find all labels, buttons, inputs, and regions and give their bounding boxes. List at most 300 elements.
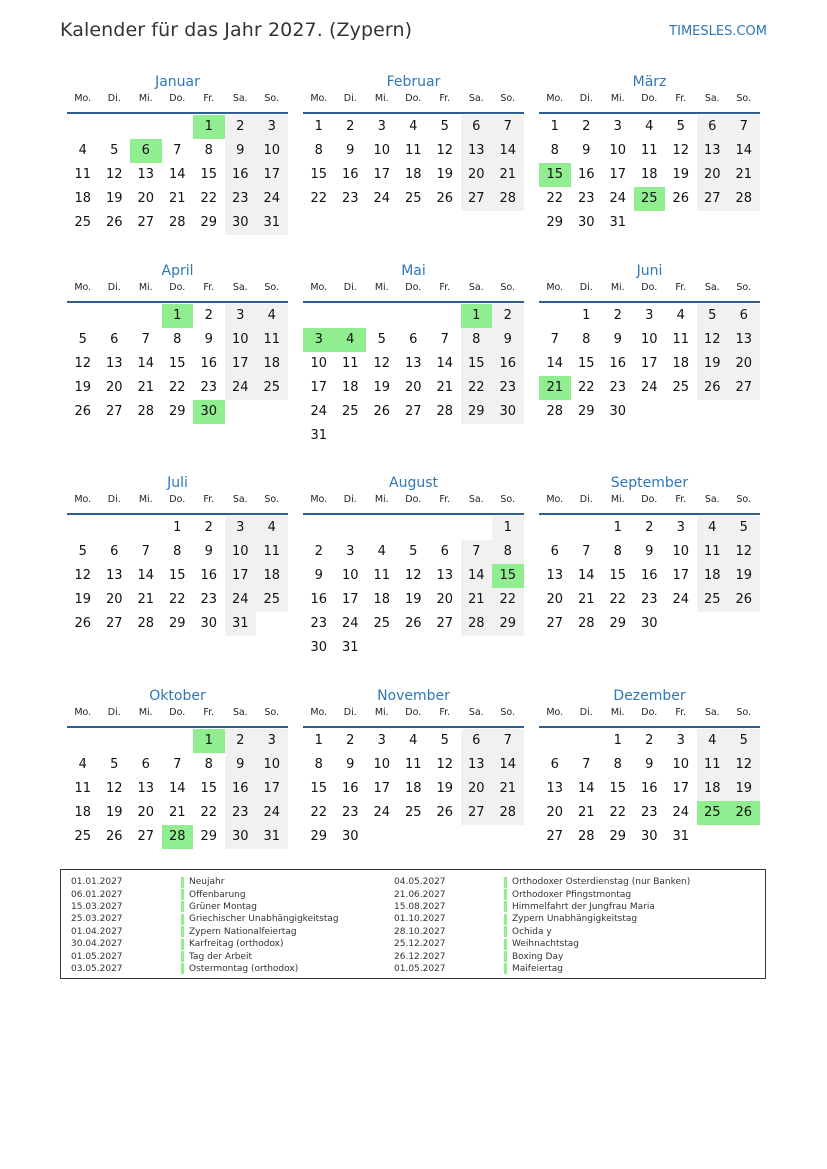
day-cell: 9 <box>204 332 213 347</box>
day-cell: 11 <box>672 332 690 347</box>
weekday-label: Mi. <box>138 494 153 505</box>
day-cell: 16 <box>577 167 595 182</box>
day-cell: 8 <box>204 143 213 158</box>
day-cell: 12 <box>436 143 454 158</box>
day-cell: 28 <box>577 829 595 844</box>
empty-cell <box>99 729 131 753</box>
week-row <box>303 516 524 540</box>
day-cell: 12 <box>105 781 123 796</box>
day-cell: 7 <box>582 757 591 772</box>
header-rule <box>303 112 524 114</box>
week-row <box>539 753 760 777</box>
empty-cell <box>162 115 194 139</box>
week-row <box>67 139 288 163</box>
month-title: Januar <box>155 74 200 90</box>
holiday-date: 25.03.2027 <box>71 914 123 925</box>
day-cell: 19 <box>672 167 690 182</box>
day-cell: 24 <box>672 592 690 607</box>
day-cell: 23 <box>640 592 658 607</box>
weekday-label: Di. <box>343 93 357 104</box>
day-cell: 29 <box>609 829 627 844</box>
day-cell: 24 <box>225 588 257 612</box>
day-cell: 6 <box>110 332 119 347</box>
day-cell: 28 <box>492 187 524 211</box>
day-cell: 17 <box>256 777 288 801</box>
day-cell: 27 <box>436 616 454 631</box>
day-cell: 29 <box>310 829 328 844</box>
day-cell: 13 <box>105 568 123 583</box>
empty-cell <box>303 516 335 540</box>
day-cell: 1 <box>314 733 323 748</box>
empty-cell <box>665 612 697 636</box>
weekday-label: So. <box>264 93 280 104</box>
day-cell: 21 <box>461 588 493 612</box>
day-cell: 21 <box>728 163 760 187</box>
day-cell: 31 <box>341 640 359 655</box>
day-cell: 11 <box>74 781 92 796</box>
site-link[interactable]: TIMESLES.COM <box>669 24 767 39</box>
header-rule <box>303 301 524 303</box>
page-title: Kalender für das Jahr 2027. (Zypern) <box>60 19 413 41</box>
day-cell: 17 <box>310 380 328 395</box>
day-cell: 2 <box>225 115 257 139</box>
empty-cell <box>67 115 99 139</box>
month-title: Juli <box>167 475 188 491</box>
day-cell: 22 <box>200 805 218 820</box>
day-cell: 26 <box>672 191 690 206</box>
day-cell: 25 <box>697 588 729 612</box>
holiday-marker <box>504 963 507 974</box>
weekday-label: So. <box>736 494 752 505</box>
empty-cell <box>366 636 398 660</box>
day-cell: 17 <box>672 568 690 583</box>
day-cell: 29 <box>609 616 627 631</box>
day-cell: 5 <box>676 119 685 134</box>
week-row <box>67 540 288 564</box>
day-cell: 28 <box>728 187 760 211</box>
day-cell: 13 <box>105 356 123 371</box>
weekday-label: So. <box>736 707 752 718</box>
day-cell: 9 <box>346 757 355 772</box>
weekday-label: Fr. <box>675 707 687 718</box>
day-cell: 19 <box>404 592 422 607</box>
holiday-date: 04.05.2027 <box>394 877 446 888</box>
header-rule <box>539 513 760 515</box>
day-cell: 29 <box>200 829 218 844</box>
day-cell: 4 <box>409 733 418 748</box>
day-cell: 7 <box>728 115 760 139</box>
day-cell: 28 <box>436 404 454 419</box>
day-cell: 20 <box>105 380 123 395</box>
holiday-name: Karfreitag (orthodox) <box>189 939 284 950</box>
day-cell: 18 <box>640 167 658 182</box>
day-cell: 29 <box>200 215 218 230</box>
weekday-label: Fr. <box>675 93 687 104</box>
holiday-marker <box>504 901 507 912</box>
day-cell: 12 <box>105 167 123 182</box>
month-januar <box>67 72 288 235</box>
weekday-label: So. <box>500 707 516 718</box>
day-cell: 4 <box>409 119 418 134</box>
legend-row <box>394 888 690 900</box>
day-cell: 4 <box>697 516 729 540</box>
holiday-name: Ochida y <box>512 926 552 937</box>
weekday-label: Mo. <box>546 282 564 293</box>
day-cell: 12 <box>672 143 690 158</box>
weekday-label: Sa. <box>232 282 248 293</box>
day-cell: 20 <box>697 163 729 187</box>
weekday-label: Mo. <box>310 707 328 718</box>
day-cell: 8 <box>461 328 493 352</box>
day-cell: 15 <box>168 356 186 371</box>
empty-cell <box>162 729 194 753</box>
weekday-label: Di. <box>107 282 121 293</box>
week-row <box>539 115 760 139</box>
empty-cell <box>539 516 571 540</box>
holiday-day-cell: 28 <box>162 825 194 849</box>
legend-row <box>71 913 339 925</box>
empty-cell <box>697 211 729 235</box>
weekday-label: So. <box>500 282 516 293</box>
day-cell: 17 <box>225 352 257 376</box>
day-cell: 2 <box>492 304 524 328</box>
day-cell: 10 <box>640 332 658 347</box>
weekday-label: Sa. <box>232 494 248 505</box>
day-cell: 2 <box>582 119 591 134</box>
day-cell: 6 <box>550 544 559 559</box>
header-rule <box>67 112 288 114</box>
weekday-label: Mi. <box>138 707 153 718</box>
day-cell: 13 <box>461 139 493 163</box>
day-cell: 11 <box>404 143 422 158</box>
day-cell: 9 <box>346 143 355 158</box>
weekday-header <box>539 92 760 112</box>
day-cell: 14 <box>137 356 155 371</box>
day-cell: 24 <box>310 404 328 419</box>
holiday-date: 28.10.2027 <box>394 926 446 937</box>
day-cell: 23 <box>341 805 359 820</box>
day-cell: 25 <box>341 404 359 419</box>
month-title: Juni <box>636 263 663 279</box>
day-cell: 11 <box>697 540 729 564</box>
day-cell: 27 <box>728 376 760 400</box>
day-cell: 14 <box>436 356 454 371</box>
weekday-label: Mo. <box>310 282 328 293</box>
week-row <box>67 376 288 400</box>
day-cell: 19 <box>728 564 760 588</box>
legend-row <box>394 938 690 950</box>
day-cell: 5 <box>728 729 760 753</box>
day-cell: 28 <box>546 404 564 419</box>
day-cell: 17 <box>672 781 690 796</box>
empty-cell <box>67 516 99 540</box>
weekday-label: Do. <box>405 494 422 505</box>
day-cell: 24 <box>256 187 288 211</box>
holiday-name: Neujahr <box>189 877 225 888</box>
day-cell: 9 <box>645 544 654 559</box>
holiday-name: Zypern Unabhängigkeitstag <box>512 914 638 925</box>
weekday-header <box>67 706 288 726</box>
legend-row <box>394 963 690 975</box>
day-cell: 28 <box>137 616 155 631</box>
header-rule <box>539 726 760 728</box>
day-cell: 16 <box>341 167 359 182</box>
day-cell: 21 <box>168 805 186 820</box>
day-cell: 22 <box>492 588 524 612</box>
weekday-label: Mo. <box>546 707 564 718</box>
day-cell: 26 <box>74 404 92 419</box>
day-cell: 22 <box>609 805 627 820</box>
day-cell: 12 <box>728 753 760 777</box>
day-cell: 21 <box>492 777 524 801</box>
day-cell: 24 <box>225 376 257 400</box>
week-row <box>539 825 760 849</box>
day-cell: 18 <box>404 167 422 182</box>
day-cell: 13 <box>404 356 422 371</box>
header-rule <box>303 513 524 515</box>
day-cell: 13 <box>728 328 760 352</box>
weekday-label: Fr. <box>439 707 451 718</box>
day-cell: 24 <box>373 805 391 820</box>
day-cell: 16 <box>225 777 257 801</box>
day-cell: 19 <box>436 167 454 182</box>
day-cell: 12 <box>373 356 391 371</box>
empty-cell <box>697 400 729 424</box>
holiday-marker <box>181 889 184 900</box>
weekday-label: Do. <box>641 707 658 718</box>
week-row <box>303 115 524 139</box>
day-cell: 13 <box>697 139 729 163</box>
weekday-label: Do. <box>641 93 658 104</box>
weekday-label: Sa. <box>704 282 720 293</box>
holiday-name: Offenbarung <box>189 889 246 900</box>
day-cell: 14 <box>577 781 595 796</box>
day-cell: 1 <box>613 520 622 535</box>
day-cell: 3 <box>256 115 288 139</box>
day-cell: 11 <box>341 356 359 371</box>
empty-cell <box>398 304 430 328</box>
week-row <box>303 729 524 753</box>
day-cell: 3 <box>225 516 257 540</box>
holiday-name: Orthodoxer Pfingstmontag <box>512 889 632 900</box>
empty-cell <box>665 400 697 424</box>
weekday-label: Mo. <box>74 707 92 718</box>
week-row <box>539 163 760 187</box>
week-row <box>303 424 524 448</box>
day-cell: 9 <box>314 568 323 583</box>
weekday-header <box>539 706 760 726</box>
weekday-label: Fr. <box>203 93 215 104</box>
holiday-marker <box>504 914 507 925</box>
day-cell: 22 <box>200 191 218 206</box>
month-title: Mai <box>401 263 426 279</box>
day-cell: 10 <box>373 143 391 158</box>
day-cell: 2 <box>645 520 654 535</box>
week-row <box>303 801 524 825</box>
day-cell: 26 <box>697 376 729 400</box>
day-cell: 14 <box>461 564 493 588</box>
day-cell: 15 <box>310 781 328 796</box>
holiday-name: Maifeiertag <box>512 963 563 974</box>
weekday-label: Mo. <box>74 282 92 293</box>
week-row <box>539 139 760 163</box>
day-cell: 11 <box>697 753 729 777</box>
day-cell: 8 <box>173 544 182 559</box>
day-cell: 22 <box>168 592 186 607</box>
day-cell: 3 <box>676 520 685 535</box>
day-cell: 9 <box>492 328 524 352</box>
weekday-label: Di. <box>579 282 593 293</box>
holiday-date: 01.04.2027 <box>71 926 123 937</box>
day-cell: 6 <box>110 544 119 559</box>
empty-cell <box>366 304 398 328</box>
weekday-label: Do. <box>405 707 422 718</box>
weekday-label: So. <box>264 282 280 293</box>
day-cell: 19 <box>728 777 760 801</box>
holiday-marker <box>181 926 184 937</box>
weekday-label: Mi. <box>610 93 625 104</box>
empty-cell <box>398 825 430 849</box>
empty-cell <box>398 636 430 660</box>
holiday-day-cell: 25 <box>697 801 729 825</box>
weekday-label: Sa. <box>468 93 484 104</box>
day-cell: 6 <box>440 544 449 559</box>
weekday-header <box>303 92 524 112</box>
weekday-label: Fr. <box>439 494 451 505</box>
day-cell: 1 <box>582 308 591 323</box>
day-cell: 2 <box>314 544 323 559</box>
empty-cell <box>366 516 398 540</box>
day-cell: 10 <box>341 568 359 583</box>
day-cell: 3 <box>377 733 386 748</box>
week-row <box>67 564 288 588</box>
holiday-marker <box>504 939 507 950</box>
day-cell: 6 <box>461 115 493 139</box>
day-cell: 2 <box>225 729 257 753</box>
week-row <box>539 801 760 825</box>
empty-cell <box>634 211 666 235</box>
day-cell: 31 <box>256 825 288 849</box>
weekday-label: Di. <box>343 282 357 293</box>
weekday-label: Mi. <box>138 93 153 104</box>
day-cell: 23 <box>609 380 627 395</box>
week-row <box>303 328 524 352</box>
day-cell: 13 <box>436 568 454 583</box>
day-cell: 30 <box>640 616 658 631</box>
holiday-date: 01.01.2027 <box>71 877 123 888</box>
holiday-date: 06.01.2027 <box>71 889 123 900</box>
day-cell: 4 <box>645 119 654 134</box>
week-row <box>539 187 760 211</box>
day-cell: 25 <box>404 805 422 820</box>
day-cell: 27 <box>697 187 729 211</box>
week-row <box>539 729 760 753</box>
holiday-day-cell: 21 <box>539 376 571 400</box>
day-cell: 4 <box>256 304 288 328</box>
month-title: August <box>389 475 438 491</box>
empty-cell <box>697 825 729 849</box>
empty-cell <box>99 115 131 139</box>
week-row <box>303 376 524 400</box>
day-cell: 21 <box>436 380 454 395</box>
day-cell: 11 <box>256 540 288 564</box>
empty-cell <box>539 304 571 328</box>
day-cell: 10 <box>672 544 690 559</box>
empty-cell <box>728 400 760 424</box>
day-cell: 18 <box>341 380 359 395</box>
day-cell: 27 <box>461 187 493 211</box>
legend-row <box>71 963 339 975</box>
holiday-marker <box>504 889 507 900</box>
day-cell: 18 <box>697 564 729 588</box>
day-cell: 23 <box>200 380 218 395</box>
empty-cell <box>728 211 760 235</box>
day-cell: 13 <box>546 568 564 583</box>
day-cell: 27 <box>137 829 155 844</box>
day-cell: 1 <box>173 520 182 535</box>
day-cell: 15 <box>200 781 218 796</box>
holiday-marker <box>504 951 507 962</box>
weekday-label: Mo. <box>74 93 92 104</box>
week-row <box>67 729 288 753</box>
empty-cell <box>130 729 162 753</box>
month-juli <box>67 473 288 636</box>
day-cell: 6 <box>550 757 559 772</box>
legend-row <box>71 901 339 913</box>
day-cell: 1 <box>314 119 323 134</box>
empty-cell <box>429 304 461 328</box>
empty-cell <box>728 612 760 636</box>
weekday-label: Sa. <box>704 707 720 718</box>
weekday-label: Fr. <box>675 282 687 293</box>
weekday-label: Sa. <box>704 494 720 505</box>
weekday-header <box>67 92 288 112</box>
day-cell: 23 <box>310 616 328 631</box>
empty-cell <box>99 516 131 540</box>
month-oktober <box>67 686 288 849</box>
empty-cell <box>492 825 524 849</box>
weekday-label: Do. <box>169 93 186 104</box>
legend-column-right <box>394 876 690 975</box>
day-cell: 21 <box>137 592 155 607</box>
day-cell: 11 <box>74 167 92 182</box>
day-cell: 29 <box>492 612 524 636</box>
day-cell: 11 <box>373 568 391 583</box>
holiday-day-cell: 15 <box>492 564 524 588</box>
weekday-label: So. <box>736 282 752 293</box>
day-cell: 13 <box>137 781 155 796</box>
header-rule <box>539 301 760 303</box>
day-cell: 16 <box>492 352 524 376</box>
month-dezember <box>539 686 760 849</box>
day-cell: 22 <box>310 805 328 820</box>
day-cell: 31 <box>225 612 257 636</box>
week-row <box>539 564 760 588</box>
day-cell: 16 <box>200 568 218 583</box>
weekday-label: Di. <box>107 707 121 718</box>
empty-cell <box>571 516 603 540</box>
day-cell: 17 <box>341 592 359 607</box>
day-cell: 19 <box>105 805 123 820</box>
day-cell: 19 <box>373 380 391 395</box>
day-cell: 21 <box>168 191 186 206</box>
day-cell: 4 <box>78 757 87 772</box>
day-cell: 17 <box>373 167 391 182</box>
day-cell: 8 <box>314 143 323 158</box>
day-cell: 18 <box>74 805 92 820</box>
day-cell: 30 <box>225 211 257 235</box>
day-cell: 9 <box>225 753 257 777</box>
